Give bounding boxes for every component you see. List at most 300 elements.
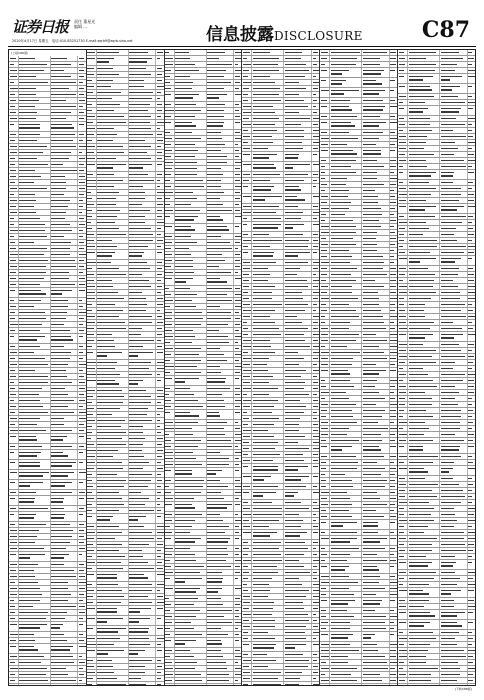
table-cell (362, 212, 390, 217)
table-cell (78, 192, 85, 197)
table-cell (19, 222, 51, 227)
table-cell (312, 530, 319, 539)
table-cell (97, 542, 129, 547)
table-cell (9, 192, 19, 197)
table-cell (284, 564, 312, 569)
table-row (242, 152, 319, 162)
table-cell (9, 104, 19, 109)
table-cell (156, 296, 163, 301)
table-cell (165, 490, 175, 495)
table-cell (468, 360, 475, 365)
table-cell (398, 630, 408, 635)
table-cell (87, 600, 97, 605)
table-cell (207, 558, 235, 563)
table-cell (129, 156, 157, 161)
table-cell (330, 142, 362, 147)
table-cell (398, 454, 408, 459)
table-cell (129, 616, 157, 625)
table-cell (165, 364, 175, 369)
table-cell (87, 636, 97, 641)
table-cell (207, 102, 235, 107)
table-cell (234, 638, 241, 647)
table-cell (440, 266, 468, 271)
table-cell (78, 534, 85, 539)
table-row (165, 224, 242, 234)
table-cell (398, 100, 408, 105)
table-row (320, 104, 397, 114)
table-cell (468, 158, 475, 163)
table-cell (468, 408, 475, 413)
table-cell (234, 602, 241, 607)
table-cell (207, 108, 235, 113)
table-cell (284, 386, 312, 391)
table-cell (468, 660, 475, 665)
table-cell (398, 94, 408, 99)
table-cell (9, 198, 19, 203)
table-cell (87, 606, 97, 615)
table-cell (207, 276, 235, 285)
table-cell (242, 524, 252, 529)
table-cell (78, 132, 85, 137)
table-cell (9, 586, 19, 591)
table-cell (440, 146, 468, 151)
table-cell (252, 682, 284, 685)
table-cell (398, 146, 408, 151)
table-cell (242, 332, 252, 337)
table-cell (129, 372, 157, 377)
table-cell (234, 50, 241, 55)
table-cell (468, 284, 475, 289)
table-cell (362, 520, 390, 529)
table-cell (440, 420, 468, 425)
table-cell (390, 50, 397, 55)
table-cell (320, 384, 330, 389)
table-cell (320, 296, 330, 301)
table-cell (207, 68, 235, 73)
table-cell (468, 372, 475, 377)
table-cell (398, 560, 408, 569)
table-cell (78, 622, 85, 631)
table-cell (408, 648, 440, 653)
table-cell (320, 120, 330, 129)
table-cell (129, 90, 157, 95)
table-cell (129, 418, 157, 423)
table-cell (408, 396, 440, 401)
table-cell (284, 216, 312, 221)
table-cell (165, 120, 175, 129)
table-cell (175, 234, 207, 239)
table-cell (19, 398, 51, 403)
table-row (9, 480, 86, 490)
table-cell (129, 278, 157, 283)
table-cell (207, 398, 235, 403)
table-cell (234, 490, 241, 495)
table-cell (165, 298, 175, 303)
table-cell (252, 530, 284, 539)
table-cell (320, 514, 330, 519)
table-cell (398, 500, 408, 505)
table-cell (207, 512, 235, 517)
table-cell (252, 210, 284, 215)
table-cell (468, 420, 475, 425)
table-cell (78, 522, 85, 527)
table-cell (362, 170, 390, 175)
table-cell (362, 242, 390, 247)
table-cell (19, 666, 51, 671)
table-cell (165, 340, 175, 345)
table-cell (468, 460, 475, 465)
table-cell (398, 164, 408, 169)
table-cell (156, 496, 163, 501)
table-cell (362, 648, 390, 653)
table-cell (207, 614, 235, 619)
table-cell (398, 466, 408, 475)
table-cell (97, 360, 129, 365)
table-cell (175, 502, 207, 511)
table-cell (320, 344, 330, 349)
table-cell (408, 56, 440, 61)
table-cell (320, 206, 330, 211)
table-cell (398, 204, 408, 213)
table-row (320, 88, 397, 98)
table-cell (207, 62, 235, 67)
table-cell (252, 664, 284, 669)
table-cell (156, 66, 163, 71)
table-cell (78, 86, 85, 91)
table-cell (175, 340, 207, 345)
table-cell (440, 158, 468, 163)
table-cell (78, 104, 85, 109)
contact-text: 电话:010-83251730 E-mail:zqrb9@zqrb.sina.net (51, 39, 133, 43)
table-cell (242, 618, 252, 623)
table-cell (242, 116, 252, 121)
table-cell (51, 282, 79, 287)
table-cell (398, 354, 408, 359)
table-cell (9, 74, 19, 79)
table-cell (97, 84, 129, 89)
table-cell (87, 542, 97, 547)
table-cell (398, 50, 408, 55)
table-row (165, 502, 242, 512)
table-cell (9, 116, 19, 121)
table-cell (242, 250, 252, 259)
table-cell (51, 574, 79, 579)
table-cell (156, 466, 163, 471)
table-cell (175, 258, 207, 263)
table-cell (408, 348, 440, 353)
table-cell (390, 194, 397, 199)
table-cell (165, 276, 175, 285)
table-cell (175, 190, 207, 195)
table-cell (252, 458, 284, 463)
table-cell (330, 438, 362, 443)
table-row (9, 552, 86, 562)
table-cell (156, 514, 163, 523)
table-cell (175, 546, 207, 551)
table-cell (129, 502, 157, 507)
table-cell (284, 56, 312, 61)
table-cell (87, 648, 97, 657)
table-cell (234, 304, 241, 309)
table-cell (51, 604, 79, 609)
table-cell (242, 162, 252, 171)
table-cell (87, 350, 97, 359)
table-cell (284, 284, 312, 289)
table-cell (156, 156, 163, 161)
table-cell (398, 432, 408, 437)
table-cell (390, 368, 397, 377)
table-cell (242, 244, 252, 249)
table-cell (330, 314, 362, 319)
table-cell (390, 242, 397, 247)
table-cell (312, 500, 319, 505)
table-cell (312, 658, 319, 663)
table-cell (408, 408, 440, 413)
table-cell (390, 408, 397, 413)
table-cell (284, 630, 312, 635)
table-cell (362, 490, 390, 495)
table-cell (330, 454, 362, 459)
table-cell (51, 270, 79, 275)
table-cell (175, 552, 207, 557)
table-cell (165, 316, 175, 321)
table-cell (390, 438, 397, 443)
table-row (165, 276, 242, 286)
table-cell (408, 326, 440, 331)
table-cell (284, 484, 312, 489)
table-cell (330, 104, 362, 113)
table-cell (234, 564, 241, 569)
table-cell (165, 108, 175, 113)
table-cell (320, 104, 330, 113)
table-cell (19, 246, 51, 251)
table-cell (9, 386, 19, 391)
table-cell (51, 258, 79, 263)
table-cell (398, 290, 408, 295)
table-cell (398, 604, 408, 609)
table-cell (390, 188, 397, 193)
table-cell (97, 400, 129, 405)
table-cell (129, 284, 157, 289)
table-cell (398, 74, 408, 83)
table-cell (78, 74, 85, 79)
table-cell (165, 678, 175, 683)
table-cell (97, 114, 129, 119)
table-cell (320, 158, 330, 163)
table-row (320, 120, 397, 130)
table-cell (156, 524, 163, 529)
table-cell (207, 92, 235, 101)
table-cell (78, 92, 85, 97)
table-cell (207, 666, 235, 671)
table-cell (330, 502, 362, 507)
table-cell (330, 224, 362, 229)
table-cell (242, 92, 252, 97)
table-cell (390, 200, 397, 205)
table-cell (97, 388, 129, 393)
table-cell (234, 456, 241, 461)
table-cell (408, 116, 440, 121)
table-cell (9, 666, 19, 671)
table-cell (165, 292, 175, 297)
table-cell (156, 554, 163, 559)
table-cell (242, 238, 252, 243)
table-cell (252, 582, 284, 587)
table-cell (320, 508, 330, 513)
table-cell (330, 496, 362, 501)
table-cell (78, 264, 85, 269)
table-cell (19, 334, 51, 343)
table-cell (9, 98, 19, 103)
table-cell (234, 316, 241, 321)
table-cell (97, 190, 129, 195)
table-cell (165, 202, 175, 207)
table-cell (51, 666, 79, 671)
table-cell (156, 406, 163, 411)
table-cell (312, 484, 319, 489)
table-cell (87, 442, 97, 447)
table-cell (175, 166, 207, 171)
table-cell (87, 178, 97, 183)
table-cell (19, 490, 51, 495)
table-cell (234, 684, 241, 685)
table-cell (19, 210, 51, 215)
table-cell (468, 326, 475, 331)
table-cell (78, 654, 85, 659)
table-cell (207, 264, 235, 269)
table-cell (312, 362, 319, 367)
table-cell (330, 586, 362, 591)
table-cell (398, 372, 408, 377)
table-cell (78, 386, 85, 391)
table-cell (242, 290, 252, 295)
table-cell (362, 224, 390, 229)
table-cell (408, 74, 440, 83)
table-cell (398, 438, 408, 443)
table-cell (284, 296, 312, 301)
table-cell (156, 56, 163, 65)
table-cell (87, 572, 97, 581)
table-cell (156, 214, 163, 219)
table-cell (9, 216, 19, 221)
table-cell (19, 410, 51, 415)
table-cell (87, 502, 97, 507)
table-cell (156, 78, 163, 83)
table-cell (234, 620, 241, 625)
table-cell (175, 74, 207, 79)
table-cell (330, 592, 362, 597)
table-cell (51, 392, 79, 397)
table-cell (87, 566, 97, 571)
table-cell (468, 476, 475, 481)
table-cell (87, 150, 97, 155)
table-cell (398, 408, 408, 413)
table-cell (312, 350, 319, 355)
table-cell (175, 648, 207, 653)
table-cell (9, 416, 19, 421)
table-cell (234, 102, 241, 107)
table-cell (78, 610, 85, 615)
table-cell (312, 458, 319, 463)
table-cell (207, 364, 235, 369)
table-cell (398, 672, 408, 677)
table-cell (207, 86, 235, 91)
table-cell (312, 314, 319, 319)
table-cell (9, 434, 19, 443)
table-cell (284, 428, 312, 433)
table-cell (398, 170, 408, 179)
table-cell (242, 540, 252, 545)
table-cell (78, 98, 85, 103)
table-cell (242, 676, 252, 681)
table-cell (234, 154, 241, 159)
table-cell (156, 332, 163, 337)
table-cell (440, 530, 468, 535)
table-cell (390, 356, 397, 361)
table-cell (440, 372, 468, 377)
table-cell (440, 320, 468, 325)
table-row (9, 644, 86, 654)
table-cell (390, 266, 397, 271)
table-cell (440, 116, 468, 121)
table-cell (156, 508, 163, 513)
table-cell (207, 322, 235, 327)
table-cell (165, 426, 175, 431)
table-cell (97, 548, 129, 553)
table-cell (175, 160, 207, 165)
table-cell (242, 204, 252, 209)
table-cell (129, 102, 157, 107)
table-cell (78, 68, 85, 73)
table-cell (468, 354, 475, 359)
table-cell (129, 658, 157, 663)
table-cell (330, 218, 362, 223)
table-cell (207, 586, 235, 595)
table-cell (9, 264, 19, 269)
table-cell (9, 62, 19, 67)
table-cell (362, 206, 390, 211)
table-cell (362, 586, 390, 591)
table-cell (320, 176, 330, 181)
table-cell (320, 632, 330, 641)
table-cell (284, 380, 312, 385)
table-cell (284, 636, 312, 641)
table-cell (78, 604, 85, 609)
table-cell (390, 598, 397, 607)
table-cell (330, 564, 362, 573)
table-cell (440, 630, 468, 635)
table-cell (97, 150, 129, 155)
table-cell (175, 316, 207, 321)
table-cell (9, 644, 19, 653)
table-cell (19, 104, 51, 109)
table-cell (242, 664, 252, 669)
table-cell (51, 398, 79, 403)
table-cell (78, 540, 85, 545)
table-cell (234, 120, 241, 129)
table-cell (284, 344, 312, 349)
table-cell (242, 386, 252, 391)
table-cell (19, 144, 51, 149)
table-cell (9, 180, 19, 185)
table-cell (51, 672, 79, 677)
table-cell (320, 620, 330, 625)
table-cell (97, 648, 129, 657)
table-cell (51, 316, 79, 321)
table-cell (440, 384, 468, 389)
table-cell (87, 658, 97, 663)
table-cell (234, 258, 241, 263)
